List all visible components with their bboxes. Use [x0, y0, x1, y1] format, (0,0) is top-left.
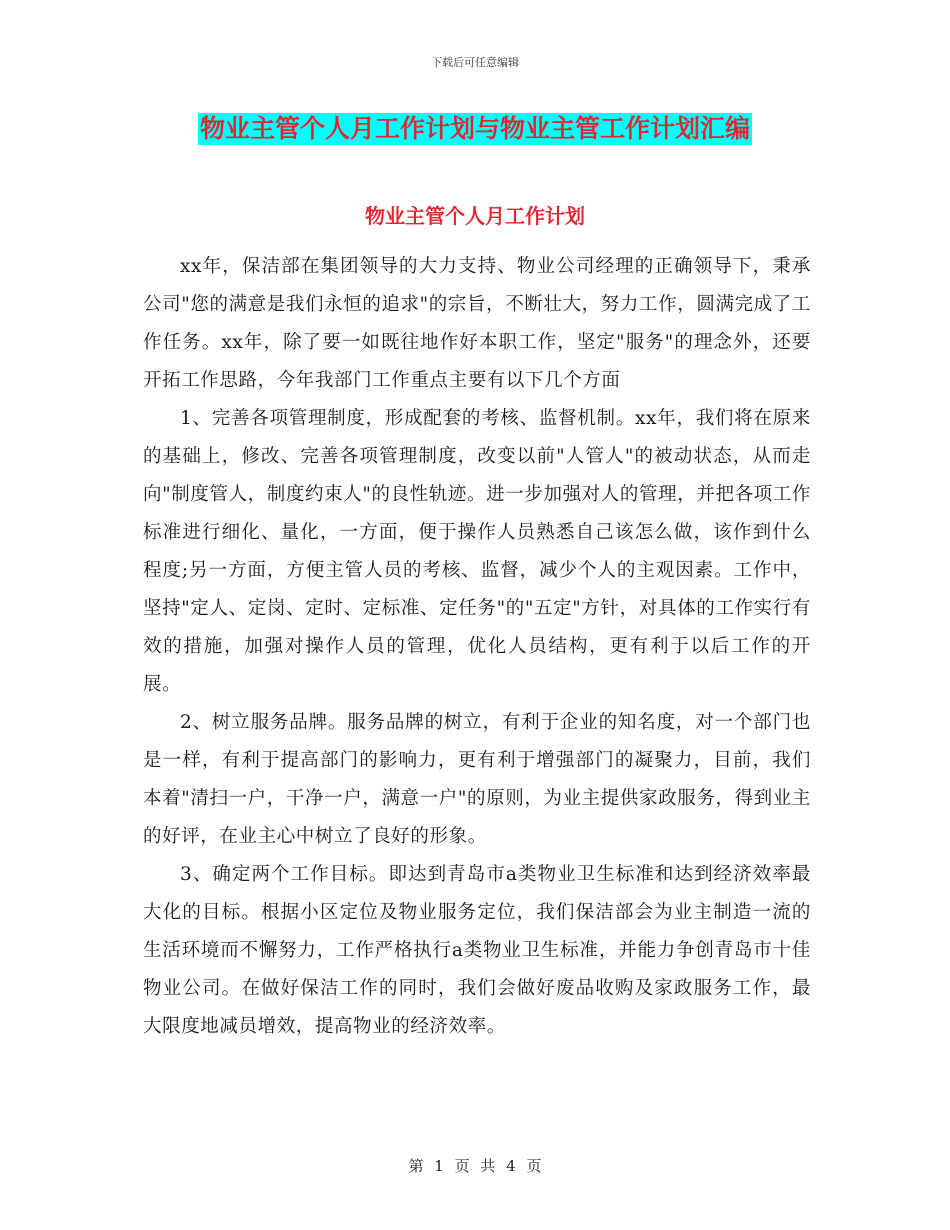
- paragraph-item-1: 1、完善各项管理制度，形成配套的考核、监督机制。xx年，我们将在原来的基础上，修改、完善各项管理制度，改变以前"人管人"的被动状态，从而走向"制度管人，制度约束人"的良性轨迹。进一步加强对人的管理，并把各项工作标准进行细化、量化，一方面，便于操作人员熟悉自己该怎么做，该作到什么程度;另一方面，方便主管人员的考核、监督，减少个人的主观因素。工作中，坚持"定人、定岗、定时、定标准、定任务"的"五定"方针，对具体的工作实行有效的措施，加强对操作人员的管理，优化人员结构，更有利于以后工作的开展。: [143, 408, 811, 695]
- page-header-note: 下载后可任意编辑: [431, 56, 519, 69]
- paragraph-item-2: 2、树立服务品牌。服务品牌的树立，有利于企业的知名度，对一个部门也是一样，有利于提高部门的影响力，更有利于增强部门的凝聚力，目前，我们本着"清扫一户，干净一户，满意一户"的原则，为业主提供家政服务，得到业主的好评，在业主心中树立了良好的形象。: [143, 712, 811, 847]
- document-title-container: [0, 113, 950, 145]
- document-body: [143, 248, 811, 1046]
- page-footer-page-number: 第 1 页 共 4 页: [408, 1157, 542, 1175]
- paragraph-item-3: 3、确定两个工作目标。即达到青岛市a类物业卫生标准和达到经济效率最大化的目标。根据小区定位及物业服务定位，我们保洁部会为业主制造一流的生活环境而不懈努力，工作严格执行a类物业卫生标准，并能力争创青岛市十佳物业公司。在做好保洁工作的同时，我们会做好废品收购及家政服务工作，最大限度地减员增效，提高物业的经济效率。: [143, 864, 811, 1037]
- section-title: 物业主管个人月工作计划: [365, 204, 585, 228]
- document-title: 物业主管个人月工作计划与物业主管工作计划汇编: [199, 114, 750, 143]
- paragraph-intro: xx年，保洁部在集团领导的大力支持、物业公司经理的正确领导下，秉承公司"您的满意是我们永恒的追求"的宗旨，不断壮大，努力工作，圆满完成了工作任务。xx年，除了要一如既往地作好本职工作，坚定"服务"的理念外，还要开拓工作思路，今年我部门工作重点主要有以下几个方面: [143, 256, 811, 391]
